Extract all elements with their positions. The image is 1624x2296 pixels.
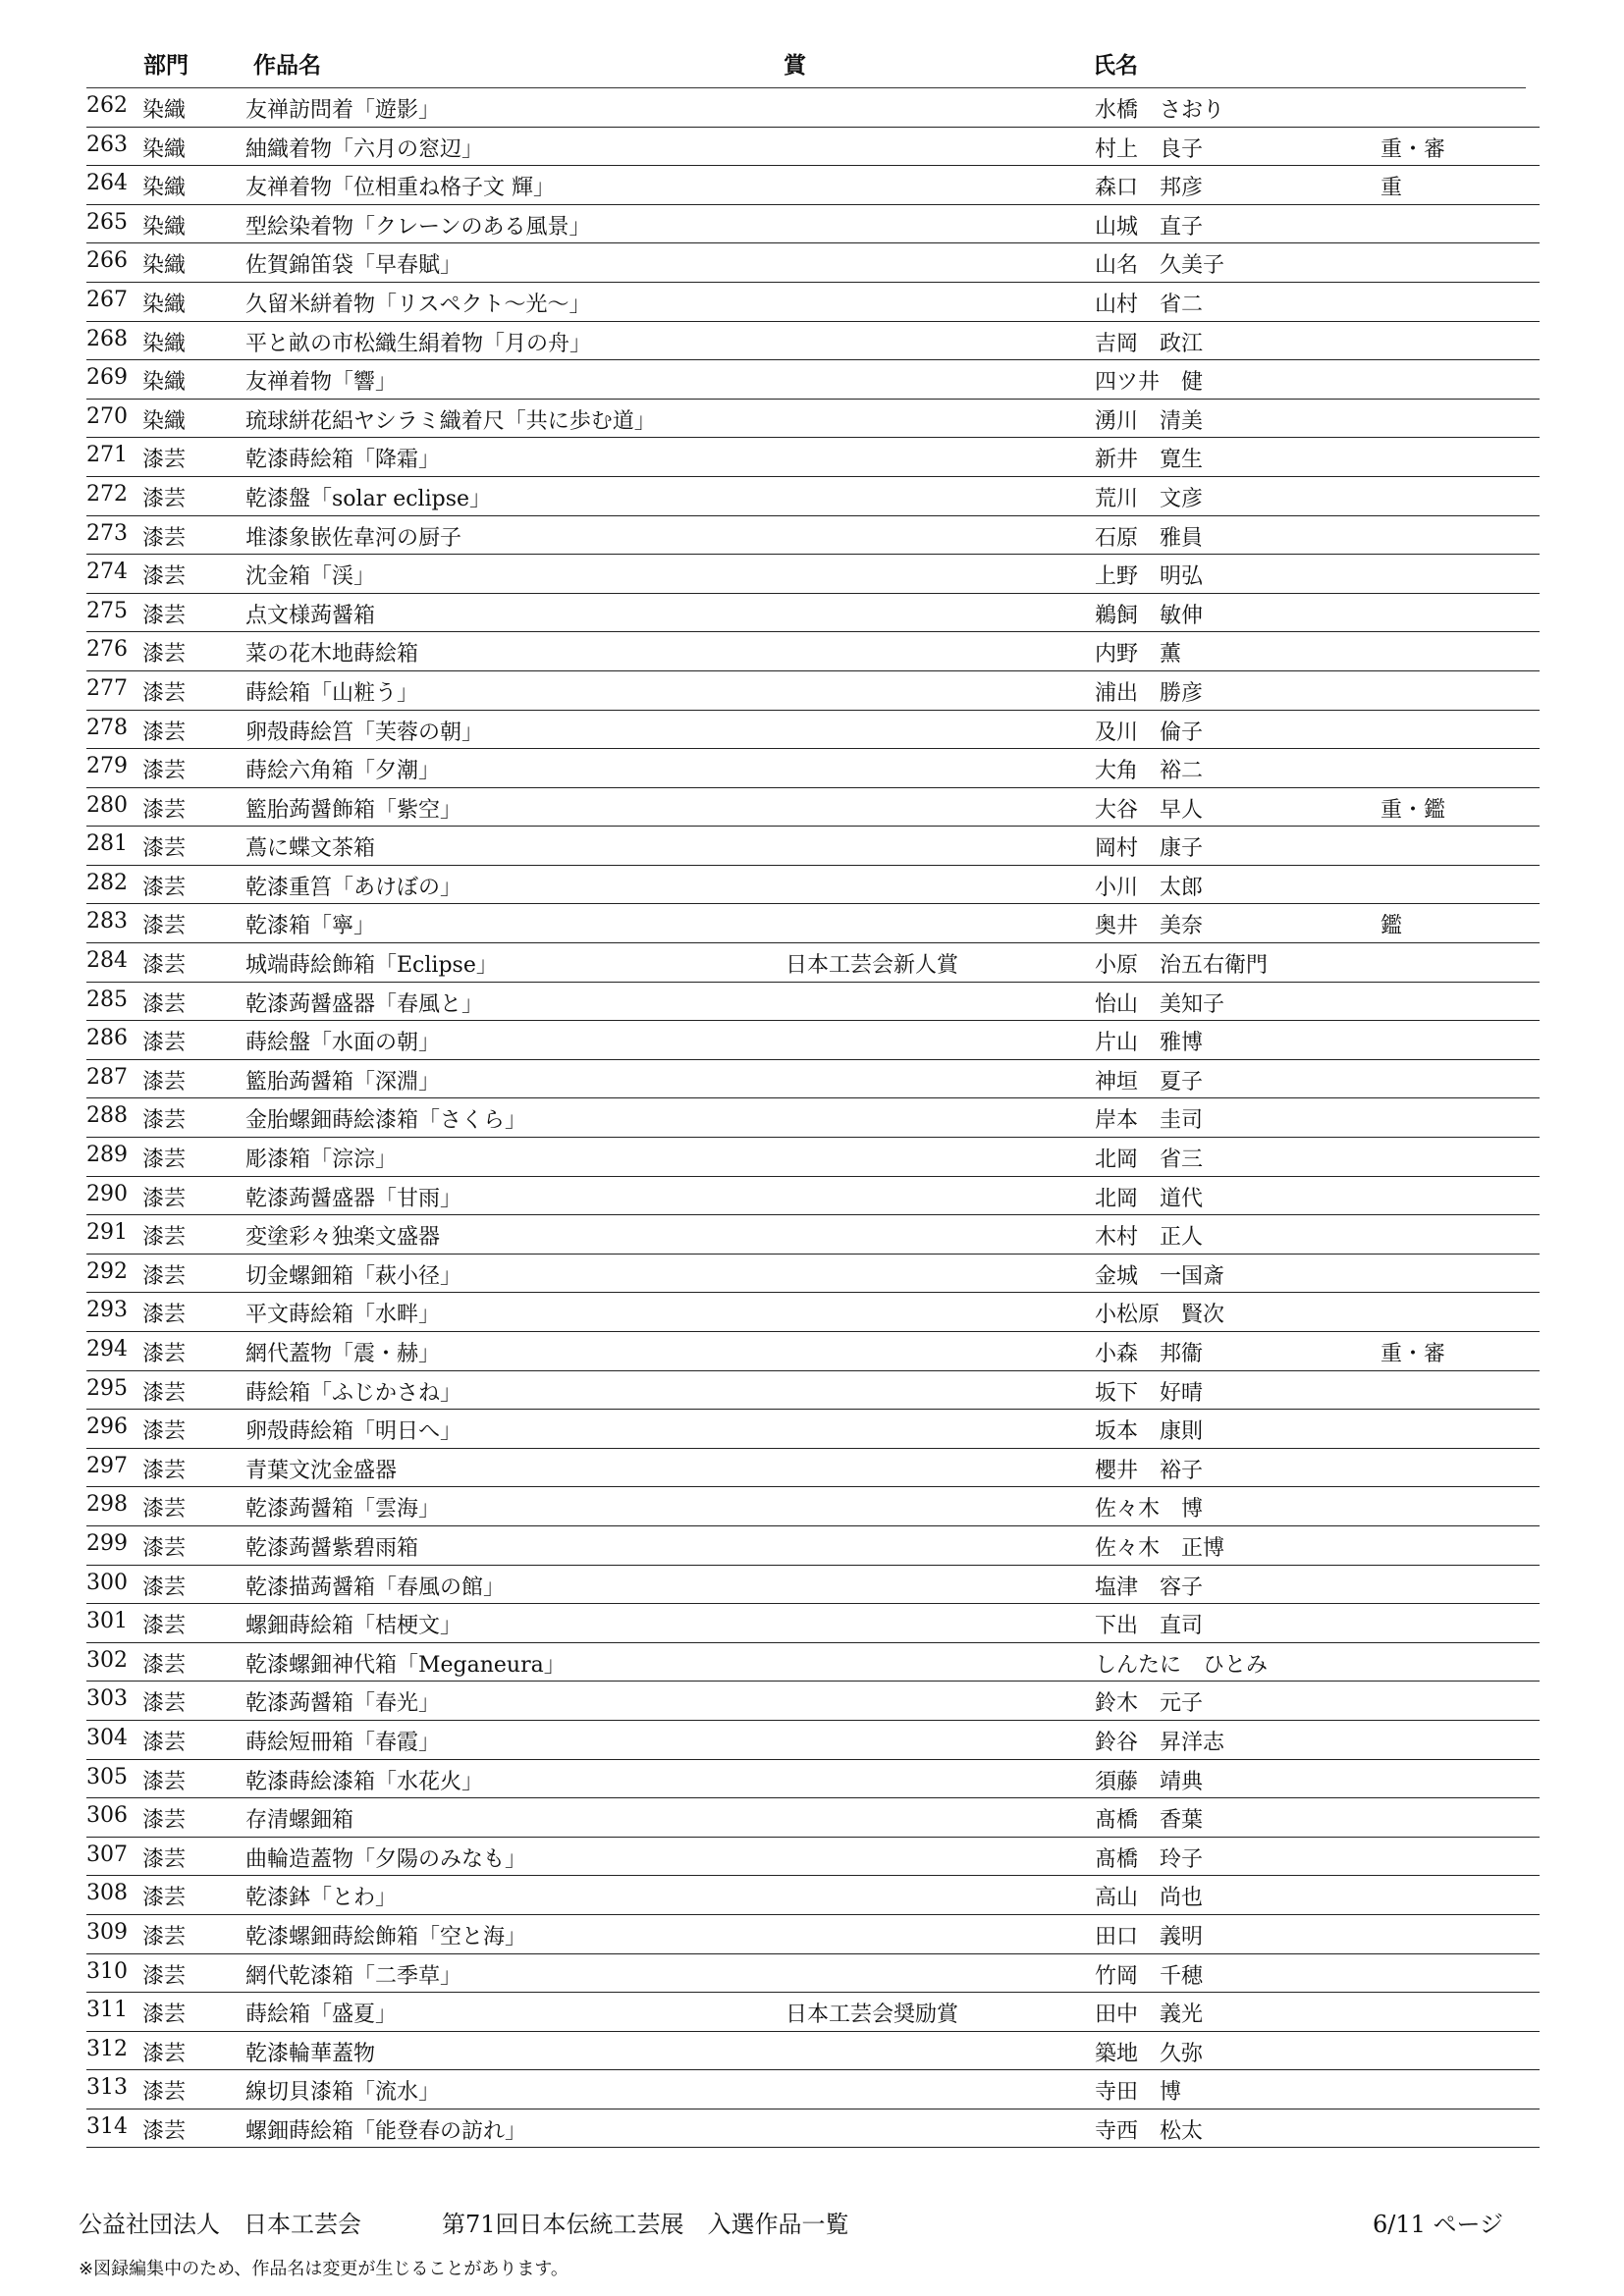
entry-number: 279: [86, 754, 128, 779]
table-row: [86, 88, 1540, 128]
entry-number: 283: [86, 909, 128, 934]
entry-artist-name: 上野 明弘: [1095, 564, 1204, 590]
entry-department: 漆芸: [142, 914, 187, 939]
table-row: [86, 1604, 1540, 1643]
entry-title: 彫漆箱「淙淙」: [245, 1148, 398, 1173]
entry-artist-name: 水橋 さおり: [1095, 98, 1225, 123]
entry-artist-name: 鵜飼 敏伸: [1095, 603, 1204, 628]
entry-number: 310: [86, 1958, 128, 1984]
table-row: [86, 711, 1540, 750]
entry-number: 264: [86, 171, 128, 196]
entry-title: 乾漆箱「寧」: [245, 914, 376, 939]
entry-title: 網代乾漆箱「二季草」: [245, 1963, 462, 1989]
entry-number: 303: [86, 1686, 128, 1712]
entry-title: 乾漆鉢「とわ」: [245, 1886, 398, 1911]
entry-department: 漆芸: [142, 1497, 187, 1522]
entry-note: 重・審: [1380, 1342, 1446, 1366]
entry-department: 漆芸: [142, 991, 187, 1017]
entry-department: 漆芸: [142, 1186, 187, 1211]
entry-title: 乾漆螺鈿蒔絵飾箱「空と海」: [245, 1924, 527, 1949]
table-row: [86, 1721, 1540, 1760]
entry-title: 乾漆蒔絵箱「降霜」: [245, 448, 441, 473]
table-row: [86, 943, 1540, 983]
entry-artist-name: 下出 直司: [1095, 1614, 1204, 1639]
entry-number: 305: [86, 1764, 128, 1789]
entry-title: 乾漆盤「solar eclipse」: [245, 486, 492, 511]
entry-title: 乾漆蒟醤盛器「春風と」: [245, 991, 484, 1017]
entry-department: 漆芸: [142, 1031, 187, 1056]
table-row: [86, 2070, 1540, 2109]
entry-title: 友禅訪問着「遊影」: [245, 98, 441, 123]
entry-title: 青葉文沈金盛器: [245, 1458, 398, 1483]
entry-department: 漆芸: [142, 1691, 187, 1717]
entry-number: 277: [86, 675, 128, 701]
entry-number: 301: [86, 1609, 128, 1634]
table-row: [86, 166, 1540, 205]
entry-number: 294: [86, 1337, 128, 1362]
table-row: [86, 438, 1540, 477]
entry-title: 金胎螺鈿蒔絵漆箱「さくら」: [245, 1108, 527, 1134]
entry-number: 291: [86, 1220, 128, 1246]
header-name: 氏名: [1093, 53, 1138, 79]
entry-title: 琉球絣花絽ヤシラミ織着尺「共に歩む道」: [245, 408, 656, 434]
entry-department: 漆芸: [142, 1148, 187, 1173]
table-row: [86, 632, 1540, 671]
entry-department: 漆芸: [142, 797, 187, 823]
entry-artist-name: 髙橋 玲子: [1095, 1846, 1204, 1872]
entry-number: 262: [86, 93, 128, 118]
entry-award: 日本工芸会奨励賞: [785, 2002, 959, 2028]
entry-artist-name: 塩津 容子: [1095, 1575, 1204, 1600]
entry-note: 重・鑑: [1380, 797, 1446, 823]
entry-department: 漆芸: [142, 1769, 187, 1794]
page-footer: [79, 2205, 1512, 2238]
table-row: [86, 243, 1540, 283]
entry-number: 312: [86, 2036, 128, 2061]
entry-title: 菜の花木地蒔絵箱: [245, 642, 419, 667]
entry-artist-name: 北岡 道代: [1095, 1186, 1204, 1211]
entry-title: 蒔絵盤「水面の朝」: [245, 1031, 441, 1056]
entry-title: 平と畝の市松織生絹着物「月の舟」: [245, 331, 592, 356]
table-row: [86, 205, 1540, 244]
entry-number: 272: [86, 481, 128, 507]
table-row: [86, 2032, 1540, 2071]
entry-title: 蒔絵六角箱「夕潮」: [245, 759, 441, 784]
table-row: [86, 1566, 1540, 1605]
entry-number: 271: [86, 443, 128, 468]
entry-department: 漆芸: [142, 1924, 187, 1949]
entry-department: 染織: [142, 176, 187, 201]
entry-number: 290: [86, 1181, 128, 1206]
entry-department: 漆芸: [142, 1652, 187, 1678]
entry-department: 漆芸: [142, 680, 187, 706]
entry-artist-name: 鈴木 元子: [1095, 1691, 1204, 1717]
table-row: [86, 788, 1540, 828]
entry-artist-name: 田中 義光: [1095, 2002, 1204, 2028]
entry-artist-name: 新井 寛生: [1095, 448, 1204, 473]
entry-number: 307: [86, 1842, 128, 1867]
entry-title: 乾漆蒟醤箱「春光」: [245, 1691, 441, 1717]
entry-artist-name: 竹岡 千穂: [1095, 1963, 1204, 1989]
entry-department: 漆芸: [142, 720, 187, 745]
table-row: [86, 322, 1540, 361]
table-row: [86, 1954, 1540, 1994]
entry-department: 漆芸: [142, 1069, 187, 1095]
table-row: [86, 749, 1540, 788]
header-award: 賞: [784, 53, 806, 79]
table-row: [86, 555, 1540, 594]
entry-artist-name: 櫻井 裕子: [1095, 1458, 1204, 1483]
table-row: [86, 1021, 1540, 1060]
entry-artist-name: 奥井 美奈: [1095, 914, 1204, 939]
entry-title: 蒔絵箱「盛夏」: [245, 2002, 398, 2028]
entry-department: 漆芸: [142, 2002, 187, 2028]
entry-number: 314: [86, 2113, 128, 2139]
footer-organization: 公益社団法人 日本工芸会: [79, 2211, 361, 2238]
entry-department: 漆芸: [142, 836, 187, 862]
entry-number: 306: [86, 1803, 128, 1829]
entry-title: 蒔絵箱「山粧う」: [245, 680, 419, 706]
entry-artist-name: 寺西 松太: [1095, 2118, 1204, 2144]
entry-department: 漆芸: [142, 1108, 187, 1134]
entry-department: 漆芸: [142, 759, 187, 784]
entry-department: 漆芸: [142, 1263, 187, 1289]
entry-title: 友禅着物「響」: [245, 370, 398, 396]
entry-department: 染織: [142, 98, 187, 123]
entry-number: 285: [86, 987, 128, 1012]
table-row: [86, 1410, 1540, 1449]
entry-number: 296: [86, 1415, 128, 1440]
entry-title: 乾漆輪華蓋物: [245, 2041, 376, 2066]
entry-number: 268: [86, 326, 128, 351]
entry-title: 網代蓋物「震・赫」: [245, 1342, 441, 1366]
table-row: [86, 1760, 1540, 1799]
table-row: [86, 283, 1540, 322]
table-row: [86, 1682, 1540, 1721]
entry-title: 久留米絣着物「リスペクト～光～」: [245, 292, 591, 317]
table-row: [86, 1098, 1540, 1138]
entry-number: 308: [86, 1881, 128, 1906]
entry-artist-name: 鈴谷 昇洋志: [1095, 1730, 1225, 1755]
entry-department: 漆芸: [142, 1342, 187, 1366]
entry-department: 染織: [142, 136, 187, 162]
entry-artist-name: 田口 義明: [1095, 1924, 1204, 1949]
entry-artist-name: 及川 倫子: [1095, 720, 1204, 745]
entry-number: 287: [86, 1064, 128, 1090]
entry-artist-name: 小松原 賢次: [1095, 1303, 1225, 1328]
entry-award: 日本工芸会新人賞: [785, 953, 959, 979]
entry-artist-name: 森口 邦彦: [1095, 176, 1204, 201]
table-row: [86, 1915, 1540, 1954]
entry-title: 乾漆螺鈿神代箱「Meganeura」: [245, 1652, 566, 1678]
entry-department: 漆芸: [142, 1380, 187, 1406]
table-row: [86, 1643, 1540, 1682]
entry-title: 螺鈿蒔絵箱「能登春の訪れ」: [245, 2118, 527, 2144]
entry-title: 変塗彩々独楽文盛器: [245, 1225, 441, 1251]
entry-artist-name: 石原 雅員: [1095, 525, 1204, 551]
entry-title: 卵殻蒔絵箱「明日へ」: [245, 1419, 462, 1445]
entry-artist-name: 小森 邦衞: [1095, 1342, 1204, 1366]
entry-number: 284: [86, 948, 128, 974]
footer-note: ※図録編集中のため、作品名は変更が生じることがあります。: [79, 2259, 568, 2279]
table-row: [86, 594, 1540, 633]
entry-artist-name: 浦出 勝彦: [1095, 680, 1204, 706]
table-row: [86, 1371, 1540, 1411]
entry-department: 漆芸: [142, 875, 187, 900]
entry-artist-name: 荒川 文彦: [1095, 486, 1204, 511]
entry-artist-name: 小川 太郎: [1095, 875, 1204, 900]
footer-exhibition-title: 第71回日本伝統工芸展 入選作品一覧: [442, 2211, 849, 2238]
entry-artist-name: 坂下 好晴: [1095, 1380, 1204, 1406]
entry-title: 乾漆描蒟醤箱「春風の館」: [245, 1575, 506, 1600]
entry-number: 278: [86, 715, 128, 740]
entry-artist-name: 佐々木 正博: [1095, 1535, 1225, 1561]
entry-title: 曲輪造蓋物「夕陽のみなも」: [245, 1846, 527, 1872]
table-row: [86, 827, 1540, 866]
entry-artist-name: 金城 一国斎: [1095, 1263, 1225, 1289]
entry-number: 311: [86, 1998, 128, 2023]
entry-department: 漆芸: [142, 642, 187, 667]
entry-artist-name: 木村 正人: [1095, 1225, 1204, 1251]
entry-department: 漆芸: [142, 1225, 187, 1251]
entry-department: 漆芸: [142, 2041, 187, 2066]
table-row: [86, 477, 1540, 516]
table-row: [86, 1993, 1540, 2032]
entry-note: 鑑: [1380, 914, 1403, 939]
entry-number: 265: [86, 209, 128, 235]
entry-title: 沈金箱「渓」: [245, 564, 376, 590]
entry-number: 304: [86, 1725, 128, 1750]
entry-number: 299: [86, 1530, 128, 1556]
table-row: [86, 1798, 1540, 1838]
entry-artist-name: 山城 直子: [1095, 214, 1204, 240]
entry-title: 籃胎蒟醤飾箱「紫空」: [245, 797, 462, 823]
entry-title: 紬織着物「六月の窓辺」: [245, 136, 484, 162]
entry-artist-name: 北岡 省三: [1095, 1148, 1204, 1173]
entry-department: 漆芸: [142, 2118, 187, 2144]
entry-department: 漆芸: [142, 525, 187, 551]
entry-title: 乾漆蒟醤紫碧雨箱: [245, 1535, 419, 1561]
entry-number: 289: [86, 1143, 128, 1168]
entry-artist-name: 村上 良子: [1095, 136, 1204, 162]
header-dept: 部門: [143, 53, 189, 79]
entry-department: 染織: [142, 214, 187, 240]
table-row: [86, 128, 1540, 167]
entry-number: 270: [86, 403, 128, 429]
entry-artist-name: しんたに ひとみ: [1095, 1652, 1269, 1678]
entry-artist-name: 怡山 美知子: [1095, 991, 1225, 1017]
entry-artist-name: 山名 久美子: [1095, 253, 1225, 279]
entry-number: 302: [86, 1647, 128, 1673]
entry-artist-name: 寺田 博: [1095, 2080, 1182, 2106]
table-row: [86, 1332, 1540, 1371]
entry-number: 266: [86, 248, 128, 274]
table-row: [86, 1449, 1540, 1488]
table-row: [86, 360, 1540, 400]
table-row: [86, 1876, 1540, 1915]
entry-department: 漆芸: [142, 486, 187, 511]
entry-title: 平文蒔絵箱「水畔」: [245, 1303, 441, 1328]
entry-artist-name: 小原 治五右衛門: [1095, 953, 1269, 979]
entry-artist-name: 吉岡 政江: [1095, 331, 1204, 356]
entry-department: 漆芸: [142, 953, 187, 979]
entry-title: 堆漆象嵌佐韋河の厨子: [245, 525, 462, 551]
entry-number: 309: [86, 1919, 128, 1945]
entry-department: 漆芸: [142, 1575, 187, 1600]
table-row: [86, 1177, 1540, 1216]
entry-title: 蔦に蝶文茶箱: [245, 836, 376, 862]
entry-artist-name: 高山 尚也: [1095, 1886, 1204, 1911]
entry-department: 漆芸: [142, 1303, 187, 1328]
entry-title: 籃胎蒟醤箱「深淵」: [245, 1069, 441, 1095]
entry-note: 重・審: [1380, 136, 1446, 162]
entry-artist-name: 片山 雅博: [1095, 1031, 1204, 1056]
entry-title: 存清螺鈿箱: [245, 1808, 354, 1834]
entry-number: 292: [86, 1258, 128, 1284]
entry-department: 漆芸: [142, 1730, 187, 1755]
entry-number: 273: [86, 520, 128, 546]
entry-artist-name: 山村 省二: [1095, 292, 1204, 317]
entry-artist-name: 四ツ井 健: [1095, 370, 1204, 396]
table-row: [86, 2109, 1540, 2149]
entry-title: 乾漆蒟醤箱「雲海」: [245, 1497, 441, 1522]
entry-title: 線切貝漆箱「流水」: [245, 2080, 441, 2106]
entry-number: 288: [86, 1103, 128, 1129]
entry-department: 漆芸: [142, 448, 187, 473]
header-title: 作品名: [253, 53, 321, 79]
entry-title: 乾漆蒔絵漆箱「水花火」: [245, 1769, 484, 1794]
entry-title: 蒔絵箱「ふじかさね」: [245, 1380, 462, 1406]
entry-artist-name: 岡村 康子: [1095, 836, 1204, 862]
entry-number: 281: [86, 831, 128, 857]
table-row: [86, 1255, 1540, 1294]
entry-number: 297: [86, 1453, 128, 1478]
entry-title: 蒔絵短冊箱「春霞」: [245, 1730, 441, 1755]
entry-title: 乾漆蒟醤盛器「甘雨」: [245, 1186, 462, 1211]
entry-department: 漆芸: [142, 1846, 187, 1872]
entry-number: 267: [86, 287, 128, 312]
table-row: [86, 866, 1540, 905]
entry-number: 313: [86, 2075, 128, 2101]
entry-artist-name: 岸本 圭司: [1095, 1108, 1204, 1134]
table-row: [86, 1293, 1540, 1332]
entry-title: 城端蒔絵飾箱「Eclipse」: [245, 953, 498, 979]
entry-department: 漆芸: [142, 1614, 187, 1639]
table-row: [86, 1138, 1540, 1177]
table-row: [86, 1526, 1540, 1566]
entry-number: 276: [86, 637, 128, 663]
entry-number: 263: [86, 132, 128, 157]
entry-department: 染織: [142, 253, 187, 279]
entry-artist-name: 大谷 早人: [1095, 797, 1204, 823]
entry-table: [86, 88, 1540, 2148]
entry-number: 280: [86, 792, 128, 818]
table-row: [86, 1838, 1540, 1877]
entry-number: 275: [86, 598, 128, 623]
entry-title: 螺鈿蒔絵箱「桔梗文」: [245, 1614, 462, 1639]
entry-title: 点文様蒟醤箱: [245, 603, 376, 628]
entry-artist-name: 坂本 康則: [1095, 1419, 1204, 1445]
entry-department: 漆芸: [142, 1535, 187, 1561]
entry-department: 染織: [142, 370, 187, 396]
table-row: [86, 516, 1540, 556]
entry-title: 佐賀錦笛袋「早春賦」: [245, 253, 462, 279]
entry-title: 型絵染着物「クレーンのある風景」: [245, 214, 591, 240]
entry-artist-name: 大角 裕二: [1095, 759, 1204, 784]
entry-department: 漆芸: [142, 564, 187, 590]
entry-department: 漆芸: [142, 603, 187, 628]
entry-department: 漆芸: [142, 1808, 187, 1834]
entry-number: 282: [86, 870, 128, 895]
entry-department: 染織: [142, 408, 187, 434]
footer-page-number: 6/11 ページ: [1373, 2211, 1504, 2238]
entry-department: 漆芸: [142, 1963, 187, 1989]
table-row: [86, 671, 1540, 711]
entry-artist-name: 髙橋 香葉: [1095, 1808, 1204, 1834]
entry-note: 重: [1380, 176, 1403, 201]
table-row: [86, 1060, 1540, 1099]
entry-number: 274: [86, 560, 128, 585]
entry-title: 乾漆重筥「あけぼの」: [245, 875, 462, 900]
entry-artist-name: 内野 薫: [1095, 642, 1182, 667]
entry-artist-name: 築地 久弥: [1095, 2041, 1204, 2066]
entry-number: 286: [86, 1026, 128, 1051]
entry-artist-name: 湧川 清美: [1095, 408, 1204, 434]
entry-number: 300: [86, 1570, 128, 1595]
entry-title: 切金螺鈿箱「萩小径」: [245, 1263, 462, 1289]
entry-department: 染織: [142, 331, 187, 356]
table-row: [86, 1215, 1540, 1255]
table-header: [86, 43, 1530, 79]
entry-department: 漆芸: [142, 2080, 187, 2106]
entry-artist-name: 須藤 靖典: [1095, 1769, 1204, 1794]
entry-number: 295: [86, 1375, 128, 1401]
table-row: [86, 1487, 1540, 1526]
entry-number: 298: [86, 1492, 128, 1518]
entry-title: 友禅着物「位相重ね格子文 輝」: [245, 176, 555, 201]
table-row: [86, 983, 1540, 1022]
table-row: [86, 400, 1540, 439]
entry-title: 卵殻蒔絵筥「芙蓉の朝」: [245, 720, 484, 745]
entry-department: 染織: [142, 292, 187, 317]
entry-artist-name: 佐々木 博: [1095, 1497, 1204, 1522]
entry-department: 漆芸: [142, 1458, 187, 1483]
entry-department: 漆芸: [142, 1419, 187, 1445]
entry-department: 漆芸: [142, 1886, 187, 1911]
entry-number: 269: [86, 365, 128, 391]
entry-number: 293: [86, 1298, 128, 1323]
entry-artist-name: 神垣 夏子: [1095, 1069, 1204, 1095]
table-row: [86, 904, 1540, 943]
